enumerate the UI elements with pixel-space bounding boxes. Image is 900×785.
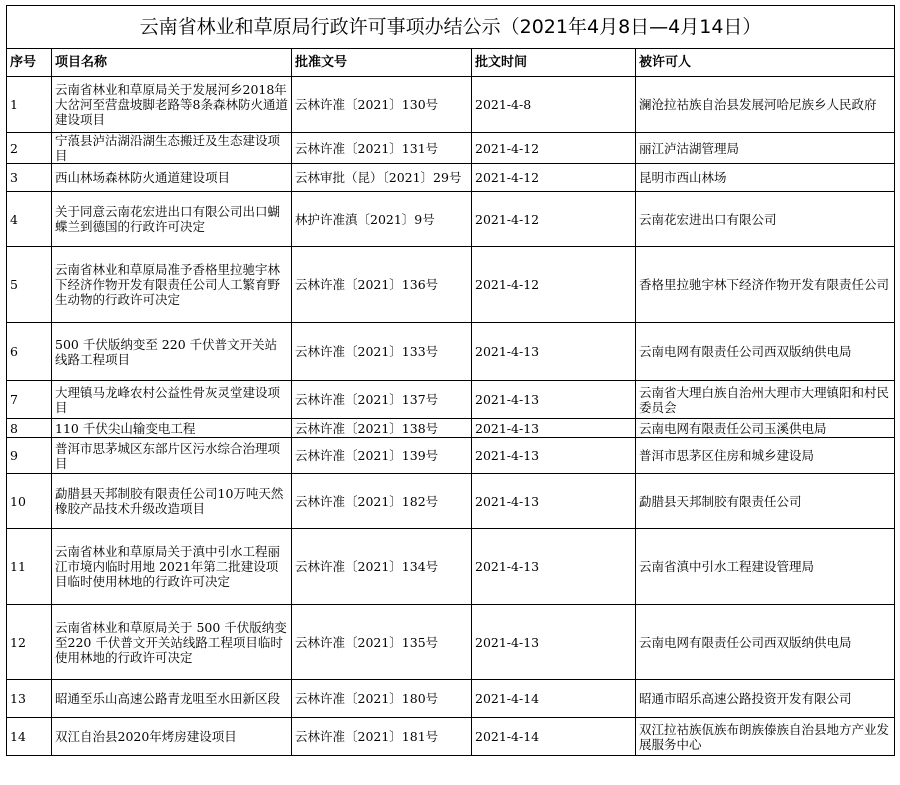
table-row — [7, 133, 895, 164]
cell-seq: 9 — [7, 438, 52, 474]
cell-seq: 3 — [7, 164, 52, 192]
cell-doc-no: 云林许准〔2021〕138号 — [292, 419, 472, 438]
cell-doc-no: 云林许准〔2021〕180号 — [292, 680, 472, 718]
cell-seq: 12 — [7, 605, 52, 680]
cell-doc-no: 林护许准滇〔2021〕9号 — [292, 192, 472, 247]
cell-permittee: 昆明市西山林场 — [636, 164, 895, 192]
cell-permittee: 丽江泸沽湖管理局 — [636, 133, 895, 164]
table-row — [7, 381, 895, 419]
cell-doc-no: 云林许准〔2021〕135号 — [292, 605, 472, 680]
cell-date: 2021-4-13 — [472, 323, 636, 381]
table-body — [7, 77, 895, 756]
cell-permittee: 勐腊县天邦制胶有限责任公司 — [636, 474, 895, 529]
cell-doc-no: 云林许准〔2021〕137号 — [292, 381, 472, 419]
cell-name: 普洱市思茅城区东部片区污水综合治理项目 — [52, 438, 292, 474]
cell-date: 2021-4-8 — [472, 77, 636, 133]
page-title: 云南省林业和草原局行政许可事项办结公示（2021年4月8日—4月14日） — [7, 6, 895, 49]
cell-name: 云南省林业和草原局关于滇中引水工程丽江市境内临时用地 2021年第二批建设项目临时使用林地的行政许可决定 — [52, 529, 292, 605]
table-row — [7, 323, 895, 381]
cell-name: 宁蒗县泸沽湖沿湖生态搬迁及生态建设项目 — [52, 133, 292, 164]
cell-date: 2021-4-12 — [472, 164, 636, 192]
cell-permittee: 云南花宏进出口有限公司 — [636, 192, 895, 247]
approval-table — [6, 5, 895, 756]
header-row — [7, 49, 895, 77]
cell-doc-no: 云林许准〔2021〕131号 — [292, 133, 472, 164]
cell-date: 2021-4-14 — [472, 718, 636, 756]
cell-seq: 7 — [7, 381, 52, 419]
cell-seq: 1 — [7, 77, 52, 133]
cell-date: 2021-4-14 — [472, 680, 636, 718]
table-row — [7, 529, 895, 605]
table-row — [7, 419, 895, 438]
cell-name: 云南省林业和草原局关于 500 千伏版纳变至220 千伏普文开关站线路工程项目临时使用林地的行政许可决定 — [52, 605, 292, 680]
table-row — [7, 438, 895, 474]
cell-name: 勐腊县天邦制胶有限责任公司10万吨天然橡胶产品技术升级改造项目 — [52, 474, 292, 529]
cell-name: 昭通至乐山高速公路青龙咀至水田新区段 — [52, 680, 292, 718]
header-name: 项目名称 — [52, 49, 292, 77]
table-row — [7, 605, 895, 680]
cell-date: 2021-4-13 — [472, 438, 636, 474]
table-row — [7, 247, 895, 323]
header-doc-no: 批准文号 — [292, 49, 472, 77]
cell-date: 2021-4-12 — [472, 192, 636, 247]
header-seq: 序号 — [7, 49, 52, 77]
header-permittee: 被许可人 — [636, 49, 895, 77]
cell-seq: 6 — [7, 323, 52, 381]
cell-seq: 10 — [7, 474, 52, 529]
cell-name: 大理镇马龙峰农村公益性骨灰灵堂建设项目 — [52, 381, 292, 419]
cell-name: 500 千伏版纳变至 220 千伏普文开关站线路工程项目 — [52, 323, 292, 381]
cell-permittee: 云南电网有限责任公司西双版纳供电局 — [636, 323, 895, 381]
cell-doc-no: 云林许准〔2021〕136号 — [292, 247, 472, 323]
cell-permittee: 云南省大理白族自治州大理市大理镇阳和村民委员会 — [636, 381, 895, 419]
cell-doc-no: 云林许准〔2021〕139号 — [292, 438, 472, 474]
cell-doc-no: 云林许准〔2021〕130号 — [292, 77, 472, 133]
cell-permittee: 香格里拉驰宇林下经济作物开发有限责任公司 — [636, 247, 895, 323]
table-row — [7, 680, 895, 718]
cell-name: 双江自治县2020年烤房建设项目 — [52, 718, 292, 756]
cell-permittee: 双江拉祜族佤族布朗族傣族自治县地方产业发展服务中心 — [636, 718, 895, 756]
cell-permittee: 云南电网有限责任公司西双版纳供电局 — [636, 605, 895, 680]
cell-permittee: 澜沧拉祜族自治县发展河哈尼族乡人民政府 — [636, 77, 895, 133]
table-row — [7, 77, 895, 133]
cell-name: 关于同意云南花宏进出口有限公司出口蝴蝶兰到德国的行政许可决定 — [52, 192, 292, 247]
cell-date: 2021-4-12 — [472, 133, 636, 164]
cell-doc-no: 云林许准〔2021〕182号 — [292, 474, 472, 529]
cell-doc-no: 云林审批（昆）〔2021〕29号 — [292, 164, 472, 192]
cell-permittee: 云南电网有限责任公司玉溪供电局 — [636, 419, 895, 438]
header-date: 批文时间 — [472, 49, 636, 77]
cell-seq: 4 — [7, 192, 52, 247]
cell-date: 2021-4-13 — [472, 474, 636, 529]
cell-seq: 8 — [7, 419, 52, 438]
cell-date: 2021-4-13 — [472, 381, 636, 419]
cell-permittee: 昭通市昭乐高速公路投资开发有限公司 — [636, 680, 895, 718]
cell-name: 西山林场森林防火通道建设项目 — [52, 164, 292, 192]
cell-date: 2021-4-13 — [472, 605, 636, 680]
cell-name: 云南省林业和草原局关于发展河乡2018年大岔河至营盘坡脚老路等8条森林防火通道建设项目 — [52, 77, 292, 133]
table-row — [7, 474, 895, 529]
cell-seq: 11 — [7, 529, 52, 605]
cell-date: 2021-4-13 — [472, 419, 636, 438]
table-row — [7, 192, 895, 247]
title-row — [7, 6, 895, 49]
cell-doc-no: 云林许准〔2021〕134号 — [292, 529, 472, 605]
cell-seq: 2 — [7, 133, 52, 164]
table-row — [7, 164, 895, 192]
document — [6, 5, 894, 756]
cell-seq: 5 — [7, 247, 52, 323]
table-row — [7, 718, 895, 756]
cell-doc-no: 云林许准〔2021〕181号 — [292, 718, 472, 756]
cell-permittee: 普洱市思茅区住房和城乡建设局 — [636, 438, 895, 474]
cell-permittee: 云南省滇中引水工程建设管理局 — [636, 529, 895, 605]
cell-name: 云南省林业和草原局准予香格里拉驰宇林下经济作物开发有限责任公司人工繁育野生动物的行政许可决定 — [52, 247, 292, 323]
cell-name: 110 千伏尖山输变电工程 — [52, 419, 292, 438]
cell-seq: 13 — [7, 680, 52, 718]
cell-seq: 14 — [7, 718, 52, 756]
cell-doc-no: 云林许准〔2021〕133号 — [292, 323, 472, 381]
cell-date: 2021-4-13 — [472, 529, 636, 605]
cell-date: 2021-4-12 — [472, 247, 636, 323]
